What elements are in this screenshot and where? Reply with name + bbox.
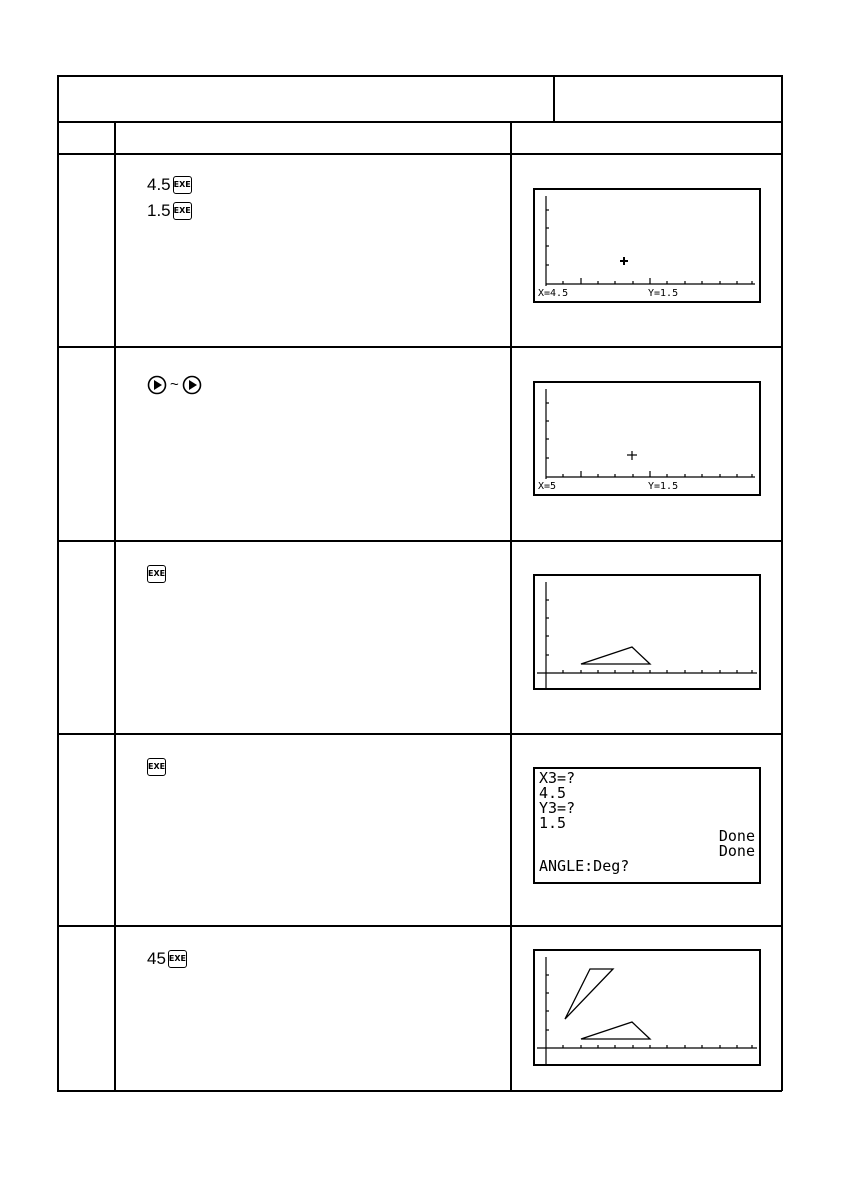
screen-line-2: 4.5	[539, 784, 567, 802]
step-4-key-line	[147, 757, 166, 777]
calculator-screen-3	[533, 574, 761, 690]
step-1-key-line-1	[147, 175, 192, 195]
step-5-key-line	[147, 949, 187, 969]
status-y: Y=1.5	[648, 481, 679, 492]
exe-key-icon: EXE	[173, 176, 192, 194]
right-arrow-key-icon	[147, 375, 167, 395]
screen-done-1: Done	[718, 827, 755, 845]
screen-line-1: X3=?	[539, 769, 576, 787]
screen-line-4: 1.5	[539, 814, 567, 832]
screen-done-2: Done	[718, 842, 755, 860]
step-1-key-line-2	[147, 201, 192, 221]
exe-key-icon: EXE	[168, 950, 187, 968]
right-arrow-key-icon	[182, 375, 202, 395]
exe-key-icon: EXE	[147, 758, 166, 776]
exe-key-icon: EXE	[147, 565, 166, 583]
step-1-value-2: 1.5	[147, 201, 171, 220]
step-1-value-1: 4.5	[147, 175, 171, 194]
rotated-triangle-shape	[565, 969, 613, 1019]
status-y: Y=1.5	[648, 288, 679, 299]
status-x: X=4.5	[538, 288, 569, 299]
screen-line-3: Y3=?	[539, 799, 576, 817]
step-3-key-line	[147, 564, 166, 584]
exe-key-icon: EXE	[173, 202, 192, 220]
step-5-value: 45	[147, 949, 166, 968]
step-2-key-line	[147, 375, 202, 395]
step-2-range-separator: ~	[170, 376, 179, 393]
calculator-screen-5	[533, 949, 761, 1066]
calculator-screen-1	[533, 188, 761, 303]
triangle-shape	[581, 1022, 650, 1039]
screen-angle-prompt: ANGLE:Deg?	[539, 857, 630, 875]
calculator-screen-2	[533, 381, 761, 496]
calculator-screen-4	[533, 767, 761, 884]
status-x: X=5	[538, 481, 557, 492]
triangle-shape	[581, 647, 650, 664]
